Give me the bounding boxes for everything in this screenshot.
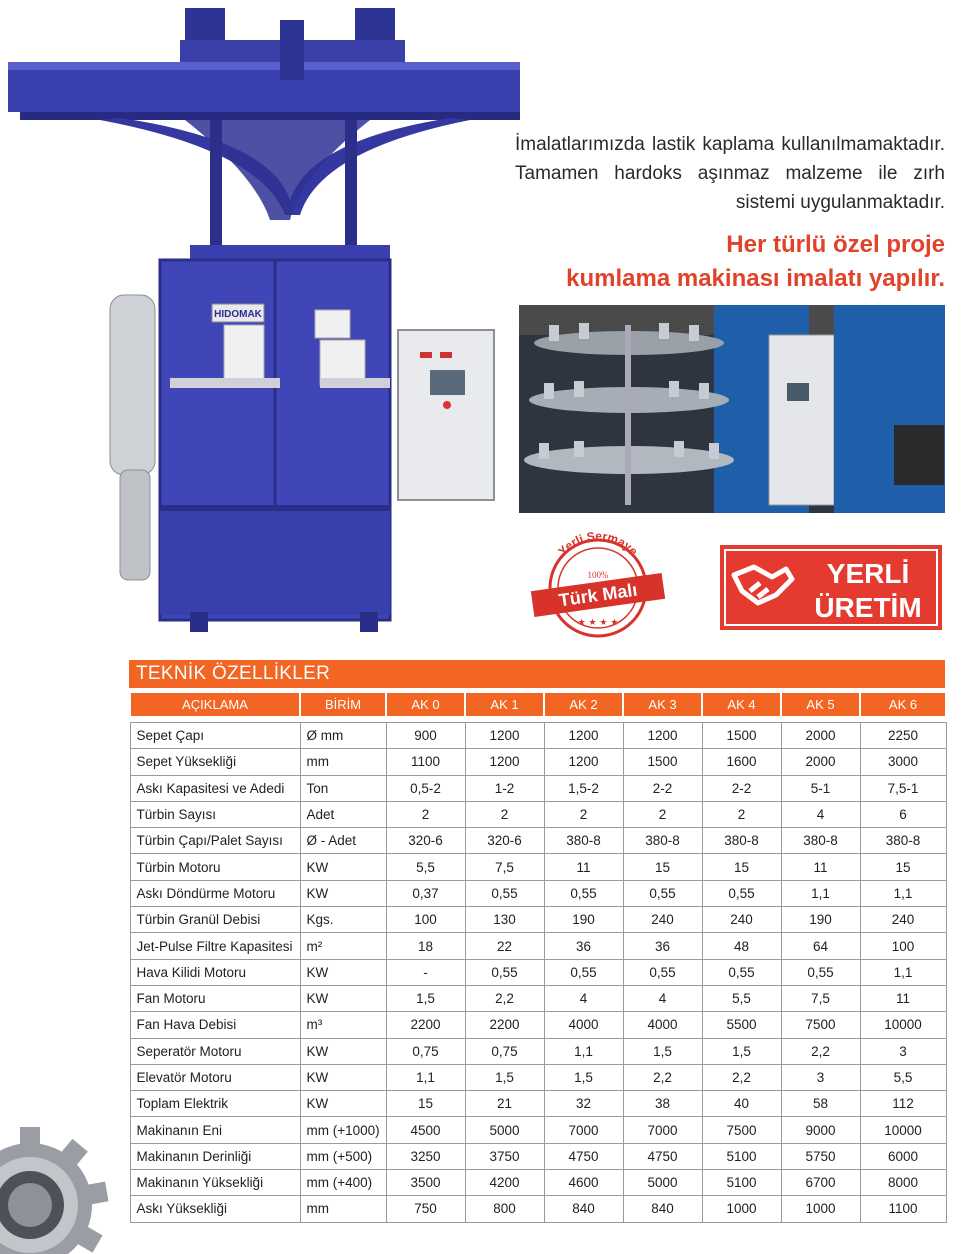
- row-label: Türbin Motoru: [130, 854, 300, 880]
- unit-cell: Kgs.: [300, 907, 386, 933]
- row-label: Jet-Pulse Filtre Kapasitesi: [130, 933, 300, 959]
- value-cell: 9000: [781, 1117, 860, 1143]
- value-cell: 2200: [465, 1012, 544, 1038]
- value-cell: 21: [465, 1091, 544, 1117]
- value-cell: 1100: [860, 1196, 946, 1222]
- section-title: TEKNİK ÖZELLİKLER: [136, 663, 331, 684]
- turntable-photo: [519, 305, 945, 513]
- value-cell: 1200: [623, 723, 702, 749]
- value-cell: 36: [544, 933, 623, 959]
- row-label: Askı Yüksekliği: [130, 1196, 300, 1222]
- value-cell: 15: [860, 854, 946, 880]
- value-cell: 1,1: [781, 880, 860, 906]
- row-label: Makinanın Eni: [130, 1117, 300, 1143]
- value-cell: 3250: [386, 1143, 465, 1169]
- value-cell: 1,1: [860, 959, 946, 985]
- value-cell: 1200: [544, 723, 623, 749]
- value-cell: 840: [623, 1196, 702, 1222]
- table-header-row: [130, 692, 946, 717]
- value-cell: 40: [702, 1091, 781, 1117]
- table-row: [130, 985, 946, 1011]
- row-label: Türbin Granül Debisi: [130, 907, 300, 933]
- machine-brand-label: HIDOMAK: [214, 309, 262, 320]
- value-cell: 2000: [781, 749, 860, 775]
- value-cell: 11: [544, 854, 623, 880]
- value-cell: 5,5: [386, 854, 465, 880]
- value-cell: 112: [860, 1091, 946, 1117]
- description-text: İmalatlarımızda lastik kaplama kullanılmamaktadır. Tamamen hardoks aşınmaz malzeme ile zırh sistemi uygulanmaktadır.: [515, 134, 945, 213]
- value-cell: 2: [465, 801, 544, 827]
- value-cell: 380-8: [781, 828, 860, 854]
- value-cell: 58: [781, 1091, 860, 1117]
- value-cell: 10000: [860, 1012, 946, 1038]
- value-cell: 11: [860, 985, 946, 1011]
- value-cell: 0,55: [544, 959, 623, 985]
- row-label: Sepet Yüksekliği: [130, 749, 300, 775]
- value-cell: 1100: [386, 749, 465, 775]
- table-row: [130, 1064, 946, 1090]
- value-cell: 2: [702, 801, 781, 827]
- value-cell: 240: [623, 907, 702, 933]
- value-cell: 1,5: [544, 1064, 623, 1090]
- value-cell: 5750: [781, 1143, 860, 1169]
- unit-cell: KW: [300, 959, 386, 985]
- value-cell: 1500: [702, 723, 781, 749]
- table-row: [130, 749, 946, 775]
- column-header: AK 6: [860, 692, 946, 717]
- column-header: AK 3: [623, 692, 702, 717]
- stamp-percent: 100%: [587, 570, 609, 580]
- table-row: [130, 907, 946, 933]
- unit-cell: Adet: [300, 801, 386, 827]
- table-row: [130, 775, 946, 801]
- value-cell: 1000: [702, 1196, 781, 1222]
- value-cell: 4500: [386, 1117, 465, 1143]
- table-body: [130, 717, 946, 1222]
- value-cell: 7,5: [781, 985, 860, 1011]
- value-cell: 4750: [544, 1143, 623, 1169]
- value-cell: 18: [386, 933, 465, 959]
- value-cell: 1500: [623, 749, 702, 775]
- value-cell: 7500: [781, 1012, 860, 1038]
- column-header: AK 4: [702, 692, 781, 717]
- value-cell: 2,2: [623, 1064, 702, 1090]
- table-row: [130, 933, 946, 959]
- value-cell: 100: [386, 907, 465, 933]
- value-cell: 2200: [386, 1012, 465, 1038]
- unit-cell: mm (+400): [300, 1170, 386, 1196]
- column-header: BİRİM: [300, 692, 386, 717]
- value-cell: 100: [860, 933, 946, 959]
- yerli-uretim-badge: [720, 545, 942, 630]
- row-label: Seperatör Motoru: [130, 1038, 300, 1064]
- unit-cell: KW: [300, 1091, 386, 1117]
- table-row: [130, 880, 946, 906]
- value-cell: 3750: [465, 1143, 544, 1169]
- table-row: [130, 959, 946, 985]
- value-cell: 0,37: [386, 880, 465, 906]
- value-cell: 4600: [544, 1170, 623, 1196]
- promo-line-1: Her türlü özel proje: [726, 231, 945, 258]
- value-cell: 380-8: [623, 828, 702, 854]
- value-cell: 15: [702, 854, 781, 880]
- value-cell: 2: [386, 801, 465, 827]
- value-cell: 38: [623, 1091, 702, 1117]
- value-cell: 3: [781, 1064, 860, 1090]
- value-cell: 190: [544, 907, 623, 933]
- row-label: Türbin Sayısı: [130, 801, 300, 827]
- row-label: Askı Kapasitesi ve Adedi: [130, 775, 300, 801]
- value-cell: 320-6: [465, 828, 544, 854]
- value-cell: 6000: [860, 1143, 946, 1169]
- unit-cell: mm (+500): [300, 1143, 386, 1169]
- column-header: AK 2: [544, 692, 623, 717]
- table-row: [130, 1170, 946, 1196]
- value-cell: 11: [781, 854, 860, 880]
- value-cell: 3500: [386, 1170, 465, 1196]
- unit-cell: m³: [300, 1012, 386, 1038]
- table-row: [130, 1091, 946, 1117]
- value-cell: 0,55: [702, 880, 781, 906]
- value-cell: 48: [702, 933, 781, 959]
- value-cell: 0,5-2: [386, 775, 465, 801]
- turk-mali-stamp: [528, 530, 668, 640]
- gear-icon: [0, 1125, 110, 1254]
- unit-cell: KW: [300, 1038, 386, 1064]
- table-row: [130, 1012, 946, 1038]
- value-cell: 4000: [623, 1012, 702, 1038]
- value-cell: 10000: [860, 1117, 946, 1143]
- value-cell: 7000: [623, 1117, 702, 1143]
- value-cell: 15: [623, 854, 702, 880]
- value-cell: 800: [465, 1196, 544, 1222]
- unit-cell: Ton: [300, 775, 386, 801]
- value-cell: 5100: [702, 1170, 781, 1196]
- column-header: AÇIKLAMA: [130, 692, 300, 717]
- machine-illustration: [0, 0, 520, 640]
- row-label: Elevatör Motoru: [130, 1064, 300, 1090]
- row-label: Sepet Çapı: [130, 723, 300, 749]
- value-cell: 2-2: [623, 775, 702, 801]
- value-cell: 4: [623, 985, 702, 1011]
- value-cell: 2,2: [781, 1038, 860, 1064]
- row-label: Toplam Elektrik: [130, 1091, 300, 1117]
- promo-text: [515, 228, 945, 296]
- value-cell: 32: [544, 1091, 623, 1117]
- spec-table: [129, 691, 947, 1223]
- value-cell: 1,1: [544, 1038, 623, 1064]
- value-cell: 240: [860, 907, 946, 933]
- value-cell: 750: [386, 1196, 465, 1222]
- value-cell: 1,1: [860, 880, 946, 906]
- value-cell: 0,75: [465, 1038, 544, 1064]
- row-label: Türbin Çapı/Palet Sayısı: [130, 828, 300, 854]
- value-cell: 7500: [702, 1117, 781, 1143]
- unit-cell: m²: [300, 933, 386, 959]
- row-label: Hava Kilidi Motoru: [130, 959, 300, 985]
- value-cell: 840: [544, 1196, 623, 1222]
- unit-cell: Ø mm: [300, 723, 386, 749]
- value-cell: 0,55: [623, 880, 702, 906]
- stamp-main-text: Türk Malı: [557, 579, 639, 611]
- value-cell: 4750: [623, 1143, 702, 1169]
- unit-cell: mm: [300, 749, 386, 775]
- column-header: AK 1: [465, 692, 544, 717]
- value-cell: 2,2: [702, 1064, 781, 1090]
- value-cell: 36: [623, 933, 702, 959]
- table-row: [130, 828, 946, 854]
- value-cell: 5000: [465, 1117, 544, 1143]
- value-cell: 5100: [702, 1143, 781, 1169]
- value-cell: 5000: [623, 1170, 702, 1196]
- value-cell: 4000: [544, 1012, 623, 1038]
- value-cell: 2250: [860, 723, 946, 749]
- badge-line-1: YERLİ: [826, 558, 910, 589]
- row-label: Fan Motoru: [130, 985, 300, 1011]
- badge-line-2: ÜRETİM: [814, 592, 922, 623]
- value-cell: 240: [702, 907, 781, 933]
- value-cell: 1,5: [702, 1038, 781, 1064]
- column-header: AK 0: [386, 692, 465, 717]
- value-cell: 5500: [702, 1012, 781, 1038]
- value-cell: 8000: [860, 1170, 946, 1196]
- value-cell: 900: [386, 723, 465, 749]
- unit-cell: Ø - Adet: [300, 828, 386, 854]
- row-label: Fan Hava Debisi: [130, 1012, 300, 1038]
- value-cell: 1-2: [465, 775, 544, 801]
- value-cell: 0,55: [465, 959, 544, 985]
- value-cell: -: [386, 959, 465, 985]
- value-cell: 380-8: [860, 828, 946, 854]
- table-row: [130, 1196, 946, 1222]
- table-row: [130, 1117, 946, 1143]
- value-cell: 0,55: [544, 880, 623, 906]
- table-row: [130, 1038, 946, 1064]
- value-cell: 1000: [781, 1196, 860, 1222]
- value-cell: 190: [781, 907, 860, 933]
- value-cell: 7,5: [465, 854, 544, 880]
- row-label: Makinanın Derinliği: [130, 1143, 300, 1169]
- svg-text:Yerli Sermaye: [555, 530, 640, 558]
- value-cell: 22: [465, 933, 544, 959]
- unit-cell: KW: [300, 1064, 386, 1090]
- value-cell: 0,75: [386, 1038, 465, 1064]
- value-cell: 3: [860, 1038, 946, 1064]
- row-label: Askı Döndürme Motoru: [130, 880, 300, 906]
- value-cell: 0,55: [623, 959, 702, 985]
- value-cell: 2-2: [702, 775, 781, 801]
- value-cell: 4: [781, 801, 860, 827]
- value-cell: 6700: [781, 1170, 860, 1196]
- value-cell: 0,55: [465, 880, 544, 906]
- value-cell: 15: [386, 1091, 465, 1117]
- value-cell: 1600: [702, 749, 781, 775]
- unit-cell: KW: [300, 985, 386, 1011]
- value-cell: 1,5: [623, 1038, 702, 1064]
- value-cell: 320-6: [386, 828, 465, 854]
- svg-text:★ ★ ★ ★: ★ ★ ★ ★: [577, 618, 619, 628]
- value-cell: 4: [544, 985, 623, 1011]
- table-row: [130, 723, 946, 749]
- value-cell: 1200: [465, 749, 544, 775]
- value-cell: 0,55: [781, 959, 860, 985]
- value-cell: 2: [544, 801, 623, 827]
- value-cell: 2000: [781, 723, 860, 749]
- value-cell: 130: [465, 907, 544, 933]
- value-cell: 1,5: [386, 985, 465, 1011]
- value-cell: 6: [860, 801, 946, 827]
- value-cell: 1,5: [465, 1064, 544, 1090]
- unit-cell: mm: [300, 1196, 386, 1222]
- value-cell: 5,5: [860, 1064, 946, 1090]
- promo-line-2: kumlama makinası imalatı yapılır.: [566, 265, 945, 292]
- value-cell: 1200: [465, 723, 544, 749]
- unit-cell: mm (+1000): [300, 1117, 386, 1143]
- value-cell: 64: [781, 933, 860, 959]
- value-cell: 380-8: [544, 828, 623, 854]
- unit-cell: KW: [300, 854, 386, 880]
- value-cell: 2,2: [465, 985, 544, 1011]
- stamp-top-text: Yerli Sermaye: [555, 530, 641, 559]
- table-row: [130, 801, 946, 827]
- value-cell: 1,1: [386, 1064, 465, 1090]
- value-cell: 3000: [860, 749, 946, 775]
- unit-cell: KW: [300, 880, 386, 906]
- table-row: [130, 854, 946, 880]
- value-cell: 5,5: [702, 985, 781, 1011]
- value-cell: 7,5-1: [860, 775, 946, 801]
- value-cell: 0,55: [702, 959, 781, 985]
- value-cell: 1200: [544, 749, 623, 775]
- value-cell: 2: [623, 801, 702, 827]
- value-cell: 7000: [544, 1117, 623, 1143]
- value-cell: 380-8: [702, 828, 781, 854]
- table-row: [130, 1143, 946, 1169]
- value-cell: 1,5-2: [544, 775, 623, 801]
- row-label: Makinanın Yüksekliği: [130, 1170, 300, 1196]
- value-cell: 4200: [465, 1170, 544, 1196]
- column-header: AK 5: [781, 692, 860, 717]
- value-cell: 5-1: [781, 775, 860, 801]
